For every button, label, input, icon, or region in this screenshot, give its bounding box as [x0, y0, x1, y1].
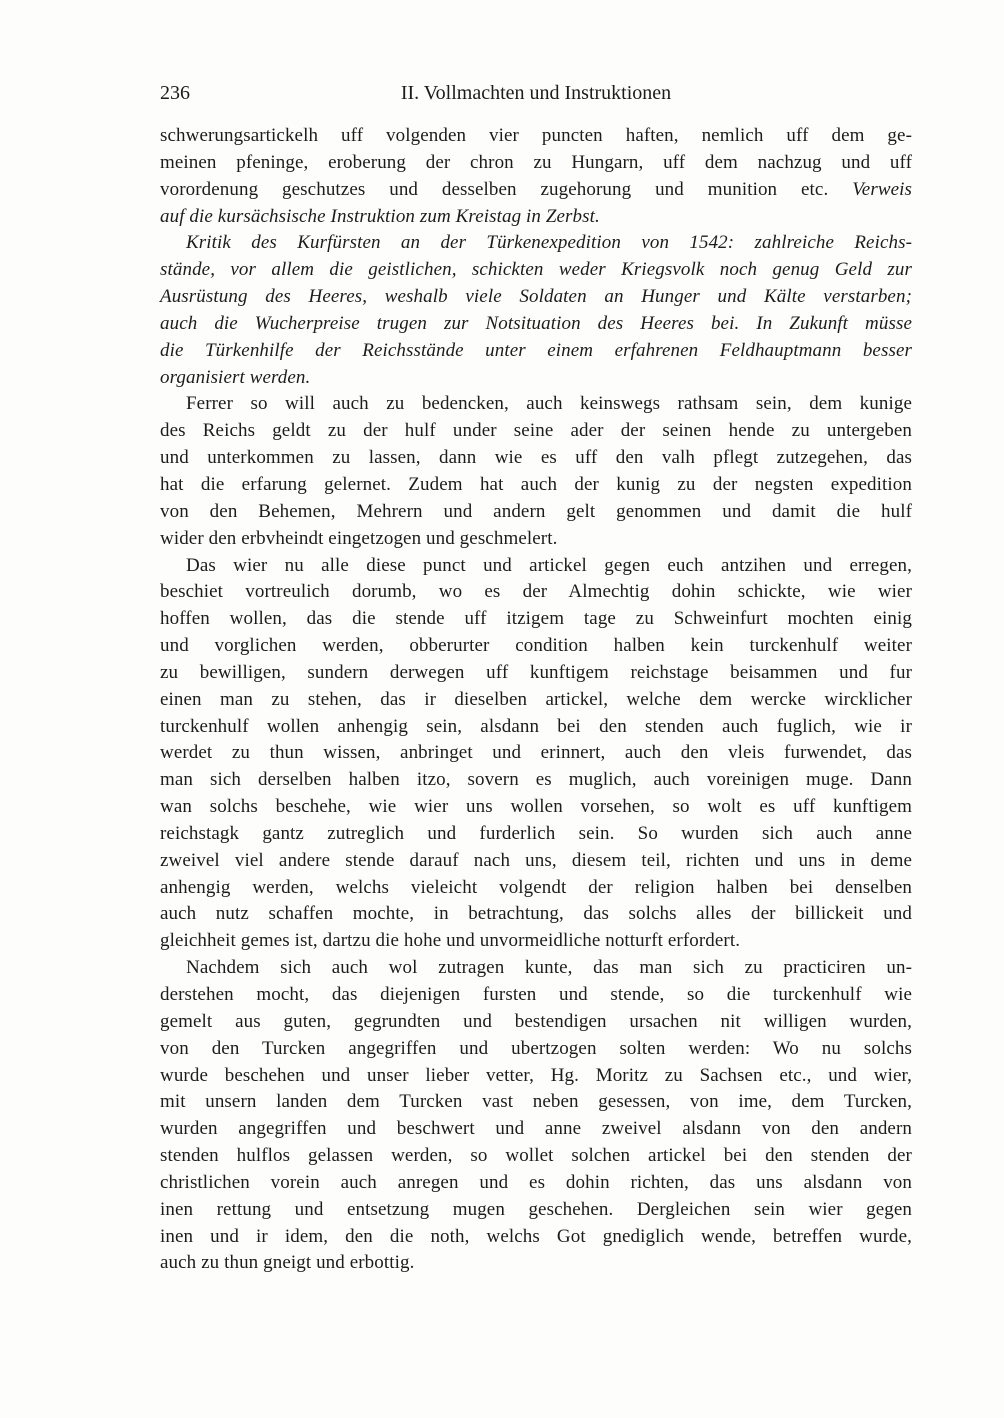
text-line: [160, 714, 912, 741]
page-header: [160, 80, 912, 106]
paragraph: [160, 230, 912, 391]
text-line: [160, 928, 912, 955]
text-line: [160, 579, 912, 606]
text-run: die Türkenhilfe der Reichsstände unter einem erfahrenen Feldhauptmann besser: [160, 339, 912, 361]
text-line: [160, 740, 912, 767]
text-line: [160, 526, 912, 553]
text-line: [160, 1036, 912, 1063]
text-run: hat die erfarung gelernet. Zudem hat auch der kunig zu der negsten expedition: [160, 473, 912, 495]
text-line: [160, 123, 912, 150]
text-run: hoffen wollen, das die stende uff itzigem tage zu Schweinfurt mochten einig: [160, 608, 912, 630]
text-run: wurde beschehen und unser lieber vetter, Hg. Moritz zu Sachsen etc., und wier,: [160, 1064, 912, 1086]
page-body: [160, 123, 912, 1277]
text-line: [160, 311, 912, 338]
text-line: [160, 821, 912, 848]
text-line: [160, 875, 912, 902]
paragraph: [160, 955, 912, 1277]
text-line: [160, 284, 912, 311]
page-number: 236: [160, 82, 190, 104]
text-run: Ausrüstung des Heeres, weshalb viele Soldaten an Hunger und Kälte verstarben;: [160, 286, 912, 308]
text-run: organisiert werden.: [160, 366, 311, 388]
text-line: [160, 257, 912, 284]
text-line: [160, 1116, 912, 1143]
text-run: christlichen vorein auch anregen und es dohin richten, das uns alsdann von: [160, 1171, 912, 1193]
text-run: anhengig werden, welchs vieleicht volgendt der religion halben bei denselben: [160, 876, 912, 898]
text-run: auch zu thun gneigt und erbottig.: [160, 1252, 415, 1274]
text-run: Das wier nu alle diese punct und artickel gegen euch antzihen und erregen,: [186, 554, 912, 576]
text-line: [160, 955, 912, 982]
text-line: [160, 767, 912, 794]
text-run: zu bewilligen, sundern derwegen uff kunftigem reichstage beisammen und fur: [160, 661, 912, 683]
text-run: Ferrer so will auch zu bedencken, auch keinswegs rathsam sein, dem kunige: [186, 393, 912, 415]
text-line: [160, 848, 912, 875]
text-run: Kritik des Kurfürsten an der Türkenexpedition von 1542: zahlreiche Reichs-: [186, 232, 912, 254]
text-run: wurden angegriffen und beschwert und anne zweivel alsdann von den andern: [160, 1118, 912, 1140]
running-header: II. Vollmachten und Instruktionen: [400, 82, 672, 104]
text-run: des Reichs geldt zu der hulf under seine ader der seinen hende zu untergeben: [160, 420, 912, 442]
paragraph: [160, 553, 912, 956]
text-run: stände, vor allem die geistlichen, schickten weder Kriegsvolk noch genug Geld zur: [160, 259, 912, 281]
text-line: [160, 472, 912, 499]
text-line: [160, 365, 912, 392]
text-line: [160, 230, 912, 257]
text-run: reichstagk gantz zutreglich und furderlich sein. So wurden sich auch anne: [160, 822, 912, 844]
text-run: meinen pfeninge, eroberung der chron zu Hungarn, uff dem nachzug und uff: [160, 151, 912, 173]
text-line: [160, 445, 912, 472]
text-column: [160, 80, 912, 1277]
text-line: [160, 391, 912, 418]
text-line: [160, 901, 912, 928]
text-line: [160, 499, 912, 526]
text-line: [160, 794, 912, 821]
text-run: turckenhulf wollen anhengig sein, alsdann bei den stenden auch fuglich, wie ir: [160, 715, 912, 737]
text-line: [160, 1143, 912, 1170]
text-run: inen rettung und entsetzung mugen geschehen. Dergleichen sein wier gegen: [160, 1198, 912, 1220]
text-run: wider den erbvheindt eingetzogen und geschmelert.: [160, 527, 558, 549]
text-run: von den Turcken angegriffen und ubertzogen solten werden: Wo nu solchs: [160, 1037, 912, 1059]
text-run: auf die kursächsische Instruktion zum Kreistag in Zerbst.: [160, 205, 600, 227]
text-run: werdet zu thun wissen, anbringet und erinnert, auch den vleis furwendet, das: [160, 742, 912, 764]
text-line: [160, 633, 912, 660]
text-run: auch nutz schaffen mochte, in betrachtung, das solchs alles der billickeit und: [160, 903, 912, 925]
text-run: vorordenung geschutzes und desselben zugehorung und munition etc.: [160, 178, 853, 200]
text-line: [160, 553, 912, 580]
text-run: von den Behemen, Mehrern und andern gelt genommen und damit die hulf: [160, 500, 912, 522]
text-run: derstehen mocht, das diejenigen fursten und stende, so die turckenhulf wie: [160, 984, 912, 1005]
text-line: [160, 660, 912, 687]
text-line: [160, 982, 912, 1009]
text-run: stenden hulflos gelassen werden, so wollet solchen artickel bei den stenden der: [160, 1145, 912, 1167]
text-run: und unterkommen zu lassen, dann wie es uff den valh pflegt zutzegehen, das: [160, 447, 912, 469]
text-line: [160, 1170, 912, 1197]
paragraph: [160, 391, 912, 552]
text-line: [160, 1063, 912, 1090]
text-line: [160, 177, 912, 204]
text-run: schwerungsartickelh uff volgenden vier puncten haften, nemlich uff dem ge-: [160, 125, 912, 146]
paragraph: [160, 123, 912, 230]
text-run: Nachdem sich auch wol zutragen kunte, das man sich zu practiciren un-: [186, 957, 912, 979]
text-line: [160, 204, 912, 231]
text-line: [160, 1224, 912, 1251]
text-line: [160, 338, 912, 365]
text-run: wan solchs beschehe, wie wier uns wollen vorsehen, so wolt es uff kunftigem: [160, 796, 912, 818]
text-run: einen man zu stehen, das ir dieselben artickel, welche dem wercke wircklicher: [160, 688, 912, 710]
text-line: [160, 1197, 912, 1224]
text-line: [160, 1089, 912, 1116]
text-line: [160, 1009, 912, 1036]
text-line: [160, 606, 912, 633]
text-run: gemelt aus guten, gegrundten und bestendigen ursachen nit willigen wurden,: [160, 1010, 912, 1032]
text-run: inen und ir idem, den die noth, welchs Got gnediglich wende, betreffen wurde,: [160, 1225, 912, 1247]
text-line: [160, 418, 912, 445]
text-run: mit unsern landen dem Turcken vast neben gesessen, von ime, dem Turcken,: [160, 1091, 912, 1113]
text-run: und vorglichen werden, obberurter condition halben kein turckenhulf weiter: [160, 635, 912, 657]
text-line: [160, 150, 912, 177]
text-run: gleichheit gemes ist, dartzu die hohe und unvormeidliche notturft erfordert.: [160, 930, 741, 952]
text-run: man sich derselben halben itzo, sovern es muglich, auch voreinigen muge. Dann: [160, 769, 912, 791]
text-run: beschiet vortreulich dorumb, wo es der Almechtig dohin schickte, wie wier: [160, 581, 912, 603]
text-run: auch die Wucherpreise trugen zur Notsituation des Heeres bei. In Zukunft müsse: [160, 312, 912, 334]
text-line: [160, 1250, 912, 1277]
text-line: [160, 687, 912, 714]
text-run: Verweis: [852, 178, 912, 200]
text-run: zweivel viel andere stende darauf nach uns, diesem teil, richten und uns in deme: [160, 849, 912, 871]
